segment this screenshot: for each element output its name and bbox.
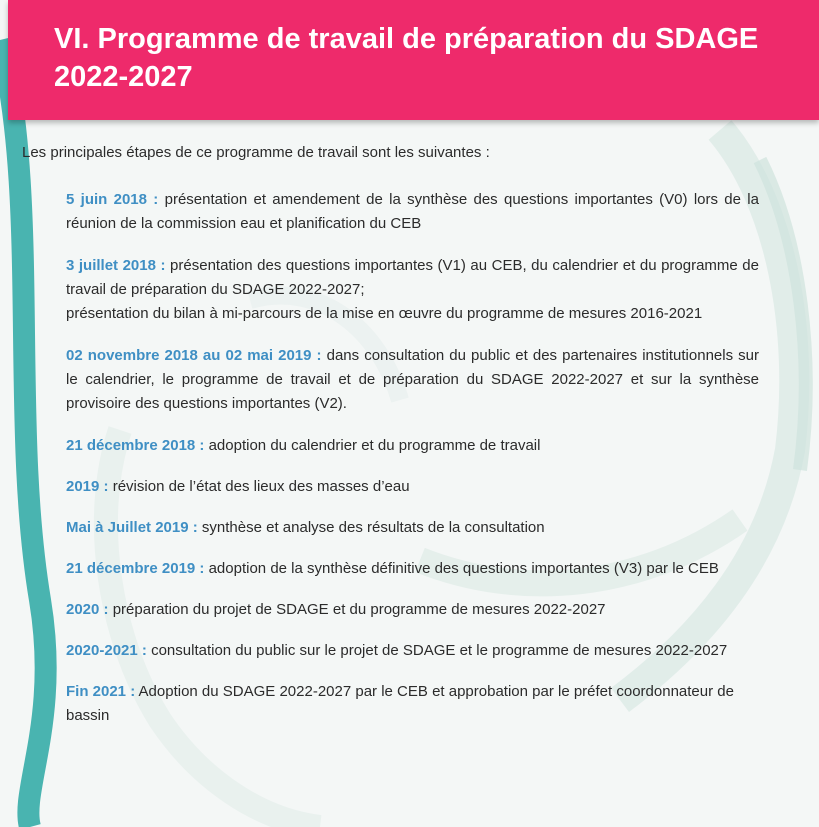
step-text: présentation et amendement de la synthèse des questions importantes (V0) lors de la réunion de la commission eau et planification du CEB: [66, 191, 759, 232]
step-item: [66, 434, 759, 458]
step-date: Fin 2021 :: [66, 683, 136, 700]
step-text: consultation du public sur le projet de SDAGE et le programme de mesures 2022-2027: [151, 642, 728, 659]
step-date: 21 décembre 2018 :: [66, 437, 205, 454]
step-item: [66, 557, 759, 581]
step-date: 02 novembre 2018 au 02 mai 2019 :: [66, 347, 322, 364]
step-item: [66, 680, 759, 728]
title-banner: [8, 0, 819, 120]
step-item: [66, 475, 759, 499]
page-title-line1: VI. Programme de travail de préparation du SDAGE: [54, 23, 759, 55]
step-item: [66, 344, 759, 416]
step-text: adoption du calendrier et du programme de travail: [208, 437, 541, 454]
step-item: [66, 188, 759, 236]
step-text: synthèse et analyse des résultats de la consultation: [201, 519, 545, 536]
step-text-continued: présentation du bilan à mi-parcours de la mise en œuvre du programme de mesures 2016-2021: [66, 305, 703, 322]
page-title-line2: 2022-2027: [54, 61, 193, 93]
step-date: Mai à Juillet 2019 :: [66, 519, 198, 536]
step-date: 2019 :: [66, 478, 109, 495]
step-date: 2020-2021 :: [66, 642, 147, 659]
step-date: 21 décembre 2019 :: [66, 560, 205, 577]
step-date: 5 juin 2018 :: [66, 191, 159, 208]
step-text: adoption de la synthèse définitive des questions importantes (V3) par le CEB: [208, 560, 719, 577]
step-text: préparation du projet de SDAGE et du programme de mesures 2022-2027: [112, 601, 606, 618]
step-item: [66, 516, 759, 540]
intro-text: Les principales étapes de ce programme de travail sont les suivantes :: [22, 144, 490, 161]
step-text: présentation des questions importantes (V1) au CEB, du calendrier et du programme de travail de préparation du SDAGE 2022-2027;: [66, 257, 759, 298]
step-item: [66, 639, 759, 663]
step-item: [66, 254, 759, 326]
step-text: dans consultation du public et des partenaires institutionnels sur le calendrier, le programme de travail et de préparation du SDAGE 2022-2027 et sur la synthèse provisoire des questions importantes (V2).: [66, 347, 759, 412]
step-date: 3 juillet 2018 :: [66, 257, 166, 274]
step-text: révision de l’état des lieux des masses d’eau: [112, 478, 410, 495]
step-text: Adoption du SDAGE 2022-2027 par le CEB et approbation par le préfet coordonnateur de bassin: [66, 683, 734, 724]
step-date: 2020 :: [66, 601, 109, 618]
steps-list: [66, 188, 759, 728]
page-title: [54, 20, 794, 96]
step-item: [66, 598, 759, 622]
